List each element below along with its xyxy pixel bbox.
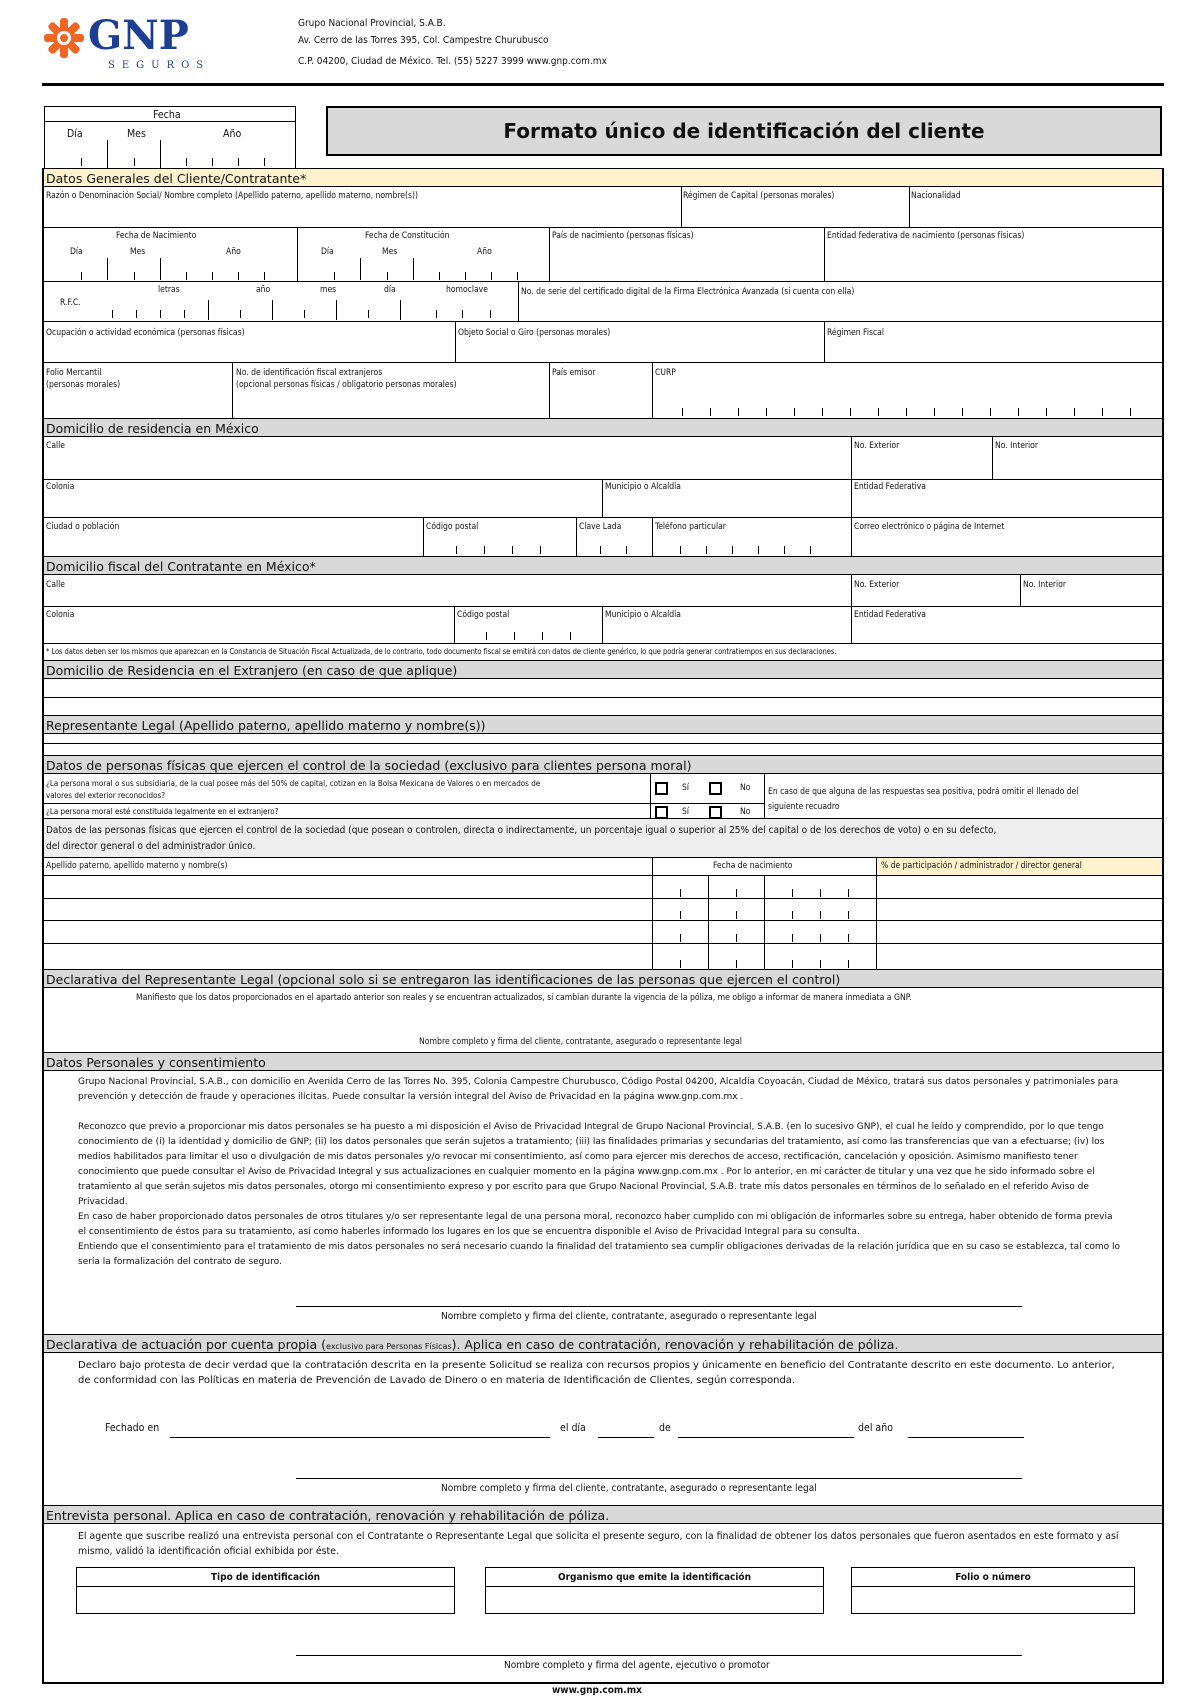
label-ciudad: Ciudad o población — [46, 522, 120, 532]
question-extranjero: ¿La persona moral esté constituida legalmente en el extranjero? — [46, 807, 279, 816]
date-tick — [792, 960, 793, 968]
label-no-interior: No. Interior — [995, 441, 1038, 451]
label-fn-dia: Día — [70, 247, 83, 257]
input-razon-social[interactable] — [44, 203, 680, 227]
input-ciudad[interactable] — [44, 534, 422, 556]
date-tick — [848, 889, 849, 897]
label-entidad: Entidad Federativa — [854, 482, 926, 492]
label-rfc-homoclave: homoclave — [446, 285, 488, 295]
signature-label-agente: Nombre completo y firma del agente, ejecutivo o promotor — [504, 1660, 770, 1671]
label-fiscal-colonia: Colonia — [46, 610, 75, 620]
label-fiscal-no-exterior: No. Exterior — [854, 580, 900, 590]
input-fiscal-no-exterior[interactable] — [852, 592, 1019, 606]
gnp-flower-icon — [42, 16, 86, 60]
date-tick — [736, 911, 737, 919]
label-nacionalidad: Nacionalidad — [911, 191, 961, 201]
control-row-fecha-input[interactable] — [653, 944, 875, 969]
signature-label-cuenta-propia: Nombre completo y firma del cliente, contratante, asegurado o representante legal — [441, 1483, 817, 1494]
input-fiscal-colonia[interactable] — [44, 622, 453, 642]
checkbox-q1-si[interactable] — [655, 782, 668, 795]
input-objeto-social[interactable] — [456, 340, 823, 362]
control-row-participacion-input[interactable] — [877, 921, 1162, 943]
label-rfc-anio: año — [256, 285, 271, 295]
control-row-participacion-input[interactable] — [877, 899, 1162, 920]
privacy-paragraph-3: En caso de haber proporcionado datos personales de otros titulares y/o ser representante legal de una persona moral, reconozco haber cumplido con mi obligación de informarles sobre su entrega, haber obtenido de forma previa el consentimiento de éstos para su tratamiento, así como haberles informado los lugares en los que se encuentra disponible el Aviso de Privacidad Integral para su consulta. — [78, 1212, 1113, 1237]
label-el-dia: el día — [560, 1422, 586, 1434]
label-rfc-mes: mes — [320, 285, 337, 295]
input-ocupacion[interactable] — [44, 340, 454, 362]
signature-area-personales[interactable] — [296, 1280, 1022, 1306]
label-folio-mercantil: Folio Mercantil — [46, 368, 102, 378]
signature-area-cuenta-propia[interactable] — [296, 1452, 1022, 1478]
label-pais-emisor: País emisor — [552, 368, 596, 378]
cuenta-propia-title-b: exclusivo para Personas Físicas — [326, 1342, 452, 1351]
section-representante-legal: Representante Legal (Apellido paterno, apellido materno y nombre(s)) — [44, 715, 1162, 734]
control-row-participacion-input[interactable] — [877, 944, 1162, 969]
company-address-2: C.P. 04200, Ciudad de México. Tel. (55) 5227 3999 www.gnp.com.mx — [298, 56, 607, 67]
input-correo[interactable] — [852, 534, 1162, 556]
control-description-line1: Datos de las personas físicas que ejercen el control de la sociedad (que posean o controlen, directa o indirectamente, un porcentaje igual o superior al 25% del capital o de los derechos de voto) o en su defecto, — [46, 825, 997, 836]
footer-url: www.gnp.com.mx — [552, 1685, 642, 1696]
label-del-anio: del año — [858, 1422, 893, 1434]
label-id-fiscal-ext: No. de identificación fiscal extranjeros — [236, 368, 383, 378]
label-municipio: Municipio o Alcaldía — [605, 482, 681, 492]
input-tipo-identificacion[interactable] — [77, 1587, 454, 1613]
label-fechado-en: Fechado en — [105, 1422, 160, 1434]
input-municipio[interactable] — [603, 494, 850, 517]
company-address-1: Av. Cerro de las Torres 395, Col. Campestre Churubusco — [298, 35, 549, 46]
control-row-fecha-input[interactable] — [653, 899, 875, 920]
cuenta-propia-title-c: ). Aplica en caso de contratación, renovación y rehabilitación de póliza. — [451, 1337, 899, 1352]
label-fc-anio: Año — [477, 247, 492, 257]
label-regimen-fiscal: Régimen Fiscal — [827, 328, 884, 338]
label-fecha-nacimiento: Fecha de Nacimiento — [116, 231, 197, 241]
date-field[interactable] — [44, 140, 296, 170]
control-description-line2: del director general o del administrador único. — [46, 841, 256, 852]
date-tick — [848, 934, 849, 942]
section-datos-personales: Datos Personales y consentimiento — [44, 1052, 1162, 1071]
input-no-interior[interactable] — [993, 453, 1162, 479]
signature-area-representante[interactable] — [300, 1006, 900, 1034]
label-fn-mes: Mes — [130, 247, 146, 257]
question-bolsa-line2: valores del exterior reconocidos? — [46, 791, 166, 800]
signature-label-personales: Nombre completo y firma del cliente, contratante, asegurado o representante legal — [441, 1311, 817, 1322]
declarativa-rep-text: Manifiesto que los datos proporcionados en el apartado anterior son reales y se encuentran actualizados, si cambian durante la vigencia de la póliza, me obligo a informar de manera inmediata a GNP. — [136, 993, 912, 1003]
label-ocupacion: Ocupación o actividad económica (personas físicas) — [46, 328, 245, 338]
section-domicilio-fiscal: Domicilio fiscal del Contratante en México* — [44, 556, 1162, 575]
input-fiscal-entidad[interactable] — [852, 622, 1162, 642]
input-representante-legal[interactable] — [44, 734, 1162, 755]
control-row-nombre-input[interactable] — [44, 921, 651, 943]
date-tick — [820, 911, 821, 919]
date-tick — [680, 911, 681, 919]
label-fn-anio: Año — [226, 247, 241, 257]
section-datos-generales: Datos Generales del Cliente/Contratante* — [44, 168, 1162, 187]
date-title: Fecha — [153, 109, 181, 121]
input-no-exterior[interactable] — [852, 453, 991, 479]
date-tick — [680, 934, 681, 942]
date-tick — [792, 934, 793, 942]
privacy-paragraph-1: Grupo Nacional Provincial, S.A.B., con domicilio en Avenida Cerro de las Torres No. 395, Colonia Campestre Churubusco, Código Postal 04200, Alcaldía Coyoacán, Ciudad de México, tratará sus datos personales y patrimoniales para prevención y detección de fraude y operaciones ilícitas. Puede consultar la versión integral del Aviso de Privacidad en la página www.gnp.com.mx . — [78, 1077, 1119, 1102]
input-mes[interactable] — [678, 1437, 854, 1438]
date-tick — [736, 889, 737, 897]
section-cuenta-propia — [44, 1334, 1162, 1353]
control-row-fecha-input[interactable] — [653, 921, 875, 943]
label-firma-electronica: No. de serie del certificado digital de la Firma Electrónica Avanzada (si cuenta con ella) — [521, 287, 855, 297]
label-de: de — [659, 1422, 671, 1434]
signature-label-representante: Nombre completo y firma del cliente, contratante, asegurado o representante legal — [419, 1037, 742, 1047]
privacy-paragraph-4: Entiendo que el consentimiento para el tratamiento de mis datos personales no será necesario cuando la finalidad del tratamiento sea cumplir obligaciones derivadas de la relación jurídica que en su caso se establezca, tal como lo sería la formalización del contrato de seguro. — [78, 1242, 1121, 1267]
label-fiscal-municipio: Municipio o Alcaldía — [605, 610, 681, 620]
entrevista-text: El agente que suscribe realizó una entrevista personal con el Contratante o Representante Legal que solicita el presente seguro, con la finalidad de obtener los datos personales que fueron asentados en este formato y así mismo, validó la identificación oficial exhibida por éste. — [78, 1531, 1119, 1557]
input-firma-electronica[interactable] — [519, 300, 1162, 320]
input-regimen-fiscal[interactable] — [825, 340, 1162, 362]
control-row-nombre-input[interactable] — [44, 899, 651, 920]
label-correo: Correo electrónico o página de Internet — [854, 522, 1005, 532]
date-tick — [736, 960, 737, 968]
col-header-organismo: Organismo que emite la identificación — [557, 1572, 752, 1583]
company-name: Grupo Nacional Provincial, S.A.B. — [298, 18, 446, 29]
date-mes-label: Mes — [127, 128, 146, 140]
input-colonia[interactable] — [44, 494, 601, 517]
date-tick — [820, 889, 821, 897]
checkbox-q1-no[interactable] — [709, 782, 722, 795]
label-q2-si: Sí — [682, 807, 689, 817]
label-clave-lada: Clave Lada — [579, 522, 622, 532]
input-fecha-constitucion[interactable] — [298, 258, 548, 280]
label-entidad-nacimiento: Entidad federativa de nacimiento (personas físicas) — [827, 231, 1025, 241]
input-anio[interactable] — [908, 1437, 1024, 1438]
label-calle: Calle — [46, 441, 65, 451]
input-nacionalidad[interactable] — [910, 203, 1162, 227]
control-row-nombre-input[interactable] — [44, 876, 651, 898]
logo-text: GNP — [88, 12, 189, 59]
control-row-nombre-input[interactable] — [44, 944, 651, 969]
label-fc-mes: Mes — [382, 247, 398, 257]
col-header-nombre: Apellido paterno, apellido materno y nombre(s) — [46, 861, 228, 871]
label-razon-social: Razón o Denominación Social/ Nombre completo (Apellido paterno, apellido materno, nombre(s)) — [46, 191, 418, 201]
col-header-participacion: % de participación / administrador / director general — [881, 861, 1082, 871]
input-fiscal-codigo-postal[interactable] — [455, 622, 601, 642]
control-note-line1: En caso de que alguna de las respuestas sea positiva, podrá omitir el llenado del — [768, 787, 1079, 797]
control-row-fecha-input[interactable] — [653, 876, 875, 898]
label-curp: CURP — [655, 368, 676, 378]
section-domicilio-residencia: Domicilio de residencia en México — [44, 418, 1162, 437]
label-fiscal-codigo-postal: Código postal — [457, 610, 510, 620]
col-header-folio: Folio o número — [955, 1572, 1031, 1583]
control-row-participacion-input[interactable] — [877, 876, 1162, 898]
header-rule — [42, 83, 1164, 86]
date-tick — [820, 960, 821, 968]
label-fiscal-no-interior: No. Interior — [1023, 580, 1066, 590]
label-rfc: R.F.C. — [60, 298, 81, 308]
label-rfc-letras: letras — [158, 285, 180, 295]
label-fc-dia: Día — [321, 247, 334, 257]
input-organismo[interactable] — [486, 1587, 823, 1613]
section-domicilio-extranjero: Domicilio de Residencia en el Extranjero (en caso de que aplique) — [44, 660, 1162, 679]
privacy-paragraph-2: Reconozco que previo a proporcionar mis datos personales se ha puesto a mi disposición el Aviso de Privacidad Integral de Grupo Nacional Provincial, S.A.B. (en lo sucesivo GNP), el cual he leído y comprendido, por lo que tengo conocimiento de (i) la identidad y domicilio de GNP; (ii) los datos personales que serán sujetos a tratamiento; (iii) las finalidades primarias y secundarias del tratamiento, así como las transferencias que van a efectuarse; (iv) los medios habilitados para limitar el uso o divulgación de mis datos personales y/o revocar mi consentimiento, así como para ejercer mis derechos de acceso, rectificación, cancelación y oposición. Asimismo manifiesto tener conocimiento que puede consultar el Aviso de Privacidad Integral y sus actualizaciones en cualquier momento en la página www.gnp.com.mx . Por lo anterior, en mi carácter de titular y una vez que he sido informado sobre el tratamiento al que serán sujetos mis datos personales, otorgo mi consentimiento expreso y por escrito para que Grupo Nacional Provincial, S.A.B. trate mis datos personales en términos de lo señalado en el referido Aviso de Privacidad. — [78, 1122, 1105, 1207]
label-fiscal-entidad: Entidad Federativa — [854, 610, 926, 620]
input-clave-lada[interactable] — [577, 534, 651, 556]
date-tick — [792, 911, 793, 919]
cuenta-propia-title-a: Declarativa de actuación por cuenta propia ( — [46, 1337, 327, 1352]
form-title: Formato único de identificación del cliente — [503, 119, 985, 143]
label-folio-mercantil-sub: (personas morales) — [46, 380, 121, 390]
fiscal-note: * Los datos deben ser los mismos que aparezcan en la Constancia de Situación Fiscal Actualizada, de lo contrario, todo documento fiscal se emitirá con datos de cliente genérico, lo que podría generar contratiempos en sus declaraciones. — [46, 647, 837, 656]
label-colonia: Colonia — [46, 482, 75, 492]
input-folio[interactable] — [852, 1587, 1134, 1613]
label-telefono: Teléfono particular — [655, 522, 726, 532]
label-regimen-capital: Régimen de Capital (personas morales) — [683, 191, 835, 201]
input-codigo-postal[interactable] — [424, 534, 575, 556]
input-fiscal-municipio[interactable] — [603, 622, 850, 642]
date-tick — [848, 911, 849, 919]
date-tick — [680, 960, 681, 968]
col-header-tipo-identificacion: Tipo de identificación — [210, 1572, 321, 1583]
date-tick — [680, 889, 681, 897]
label-id-fiscal-ext-sub: (opcional personas físicas / obligatorio personas morales) — [236, 380, 457, 390]
input-fiscal-no-interior[interactable] — [1021, 592, 1162, 606]
section-control-sociedad: Datos de personas físicas que ejercen el control de la sociedad (exclusivo para clientes persona moral) — [44, 755, 1162, 774]
input-fecha-nacimiento[interactable] — [44, 258, 296, 280]
label-fecha-constitucion: Fecha de Constitución — [365, 231, 450, 241]
label-fiscal-calle: Calle — [46, 580, 65, 590]
date-tick — [792, 889, 793, 897]
label-objeto-social: Objeto Social o Giro (personas morales) — [458, 328, 611, 338]
input-curp[interactable] — [653, 380, 1162, 418]
input-el-dia[interactable] — [598, 1437, 654, 1438]
date-tick — [736, 934, 737, 942]
label-no-exterior: No. Exterior — [854, 441, 900, 451]
gnp-logo — [42, 12, 211, 72]
section-declarativa-representante: Declarativa del Representante Legal (opcional solo si se entregaron las identificaciones de las personas que ejercen el control) — [44, 969, 1162, 988]
cuenta-propia-text: Declaro bajo protesta de decir verdad que la contratación descrita en la presente Solicitud se realiza con recursos propios y únicamente en beneficio del Contratante descrito en este documento. Lo anterior, de conformidad con las Políticas en materia de Prevención de Lavado de Dinero o en materia de Identificación de Clientes, según corresponda. — [78, 1360, 1115, 1386]
label-q1-no: No — [740, 783, 751, 793]
logo-subtext: SEGUROS — [108, 60, 211, 71]
input-fiscal-calle[interactable] — [44, 592, 850, 606]
input-regimen-capital[interactable] — [682, 203, 908, 227]
input-rfc[interactable] — [100, 300, 516, 320]
input-calle[interactable] — [44, 453, 850, 479]
input-id-fiscal-ext[interactable] — [233, 392, 548, 418]
date-anio-label: Año — [223, 128, 242, 140]
signature-area-agente[interactable] — [296, 1628, 1022, 1655]
input-pais-nacimiento[interactable] — [550, 243, 823, 280]
input-pais-emisor[interactable] — [550, 380, 651, 418]
input-fechado-en[interactable] — [170, 1437, 550, 1438]
label-pais-nacimiento: País de nacimiento (personas físicas) — [552, 231, 694, 241]
input-telefono[interactable] — [653, 534, 850, 556]
input-entidad-nacimiento[interactable] — [825, 243, 1162, 280]
label-q2-no: No — [740, 807, 751, 817]
input-entidad[interactable] — [852, 494, 1162, 517]
label-q1-si: Sí — [682, 783, 689, 793]
control-note-line2: siguiente recuadro — [768, 802, 840, 812]
label-rfc-dia: día — [384, 285, 396, 295]
date-tick — [848, 960, 849, 968]
question-bolsa-line1: ¿La persona moral o sus subsidiaria, de la cual posee más del 50% de capital, cotizan en la Bolsa Mexicana de Valores o en mercados de — [46, 779, 541, 788]
input-folio-mercantil[interactable] — [44, 392, 231, 418]
date-tick — [820, 934, 821, 942]
label-codigo-postal: Código postal — [426, 522, 479, 532]
col-header-fecha: Fecha de nacimiento — [713, 861, 793, 871]
section-entrevista-personal: Entrevista personal. Aplica en caso de contratación, renovación y rehabilitación de póliza. — [44, 1505, 1162, 1524]
date-dia-label: Día — [67, 128, 83, 140]
